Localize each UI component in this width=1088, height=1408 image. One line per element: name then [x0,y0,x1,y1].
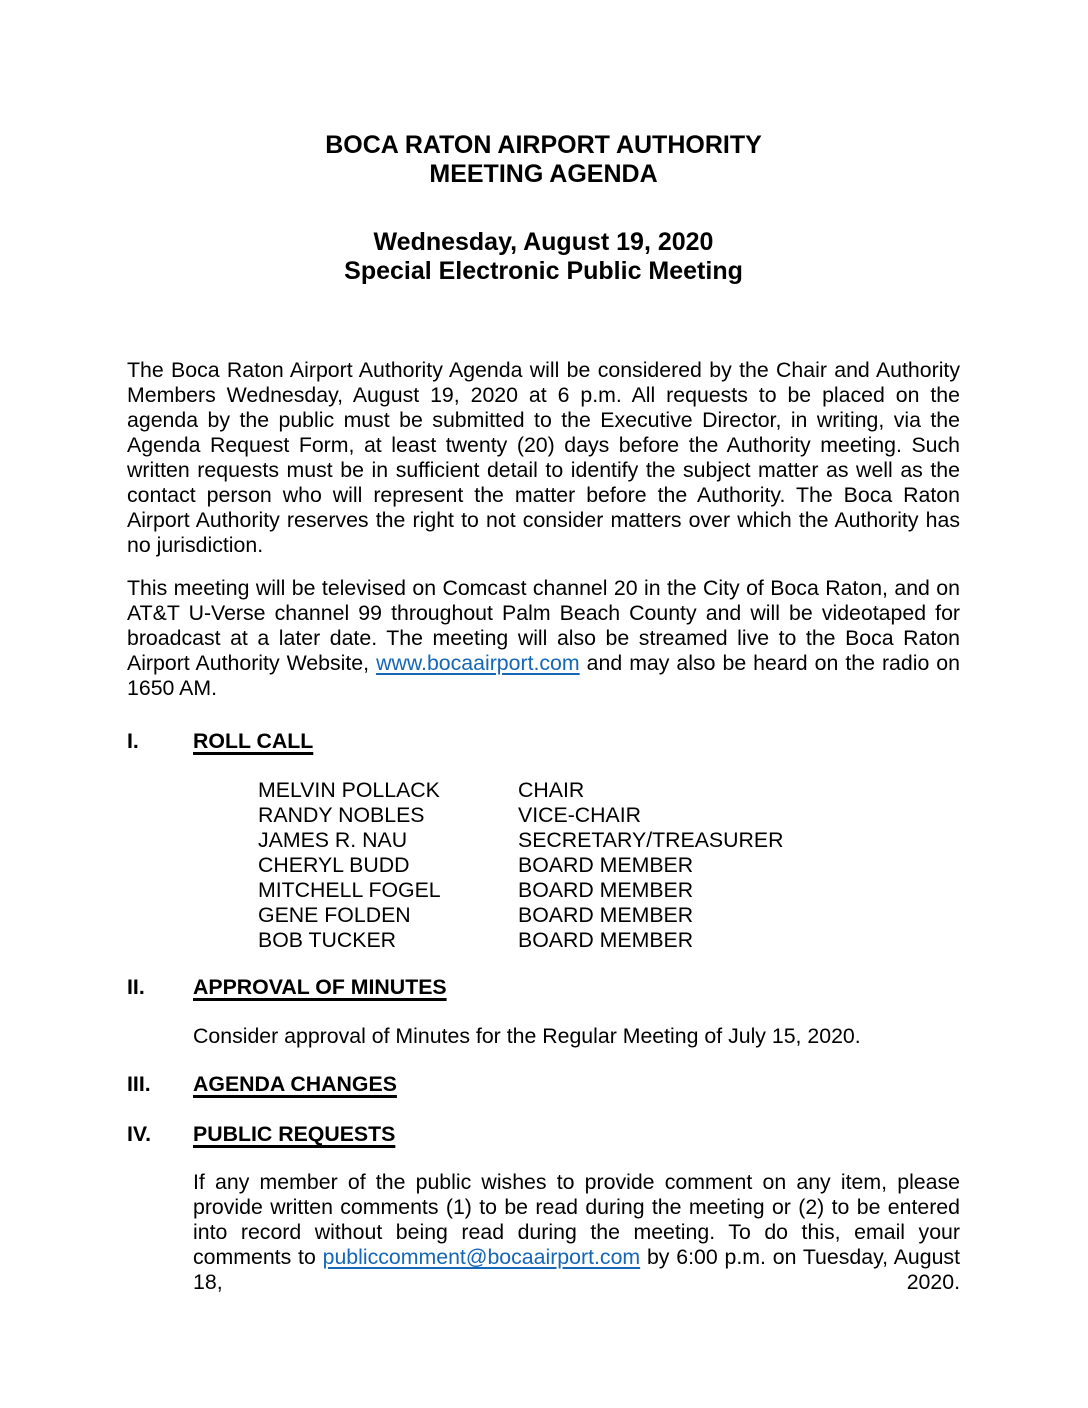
member-name: MITCHELL FOGEL [258,878,441,902]
meeting-type: Special Electronic Public Meeting [344,257,743,285]
section-label-agenda-changes: AGENDA CHANGES [193,1072,397,1096]
member-role: BOARD MEMBER [518,878,694,902]
section-label-approval-of-minutes: APPROVAL OF MINUTES [193,975,447,999]
section-numeral-roll-call: I. [127,729,139,753]
member-name: JAMES R. NAU [258,828,408,852]
roll-call-row [258,903,960,928]
member-role: SECRETARY/TREASURER [518,828,784,852]
public-requests-text-before-link: If any member of the public wishes to provide comment on any item, please provide written comments (1) to be read during the meeting or (2) to be entered into record without being read during the meeting. To do this, email your comments to [193,1170,960,1269]
broadcast-text-before-link: This meeting will be televised on Comcast channel 20 in the City of Boca Raton, and on AT&T U-Verse channel 99 throughout Palm Beach County and will be videotaped for broadcast at a later date. The meeting will also be streamed live to the Boca Raton Airport Authority Website, [127,576,960,675]
section-label-public-requests: PUBLIC REQUESTS [193,1122,396,1146]
member-name: CHERYL BUDD [258,853,410,877]
intro-paragraph: The Boca Raton Airport Authority Agenda will be considered by the Chair and Authority Members Wednesday, August 19, 2020 at 6 p.m. All requests to be placed on the agenda by the public must be submitted to the Executive Director, in writing, via the Agenda Request Form, at least twenty (20) days before the Authority meeting. Such written requests must be in sufficient detail to identify the subject matter as well as the contact person who will represent the matter before the Authority. The Boca Raton Airport Authority reserves the right to not consider matters over which the Authority has no jurisdiction. [127,358,960,557]
member-role: BOARD MEMBER [518,903,694,927]
member-role: BOARD MEMBER [518,928,694,952]
meeting-date: Wednesday, August 19, 2020 [373,228,714,256]
broadcast-text-after-link: and may also be heard on the radio on 1650 AM. [127,651,960,700]
section-heading-approval-of-minutes [127,975,960,1000]
member-name: BOB TUCKER [258,928,397,952]
member-role: CHAIR [518,778,585,802]
airport-website-link[interactable]: www.bocaairport.com [376,651,580,675]
public-requests-text-after-link: by 6:00 p.m. on Tuesday, August 18, 2020. [193,1245,961,1294]
document-header [127,131,960,286]
public-requests-body [193,1170,960,1295]
roll-call-row [258,778,960,803]
approval-of-minutes-body: Consider approval of Minutes for the Regular Meeting of July 15, 2020. [193,1024,861,1048]
roll-call-row [258,803,960,828]
roll-call-list [258,778,960,953]
section-numeral-agenda-changes: III. [127,1072,151,1096]
section-heading-agenda-changes [127,1072,960,1097]
roll-call-row [258,878,960,903]
member-name: MELVIN POLLACK [258,778,440,802]
section-numeral-public-requests: IV. [127,1122,152,1146]
member-role: BOARD MEMBER [518,853,694,877]
section-numeral-approval-of-minutes: II. [127,975,145,999]
section-heading-roll-call [127,729,960,754]
member-role: VICE-CHAIR [518,803,642,827]
section-label-roll-call: ROLL CALL [193,729,314,753]
roll-call-row [258,928,960,953]
roll-call-row [258,853,960,878]
document-title-line2: MEETING AGENDA [429,160,658,188]
member-name: GENE FOLDEN [258,903,411,927]
broadcast-paragraph [127,576,960,701]
roll-call-row [258,828,960,853]
document-title-line1: BOCA RATON AIRPORT AUTHORITY [325,131,762,159]
member-name: RANDY NOBLES [258,803,425,827]
meeting-date-block [127,228,960,286]
document-title-block [127,131,960,189]
section-heading-public-requests [127,1122,960,1147]
public-comment-email-link[interactable]: publiccomment@bocaairport.com [322,1245,641,1269]
